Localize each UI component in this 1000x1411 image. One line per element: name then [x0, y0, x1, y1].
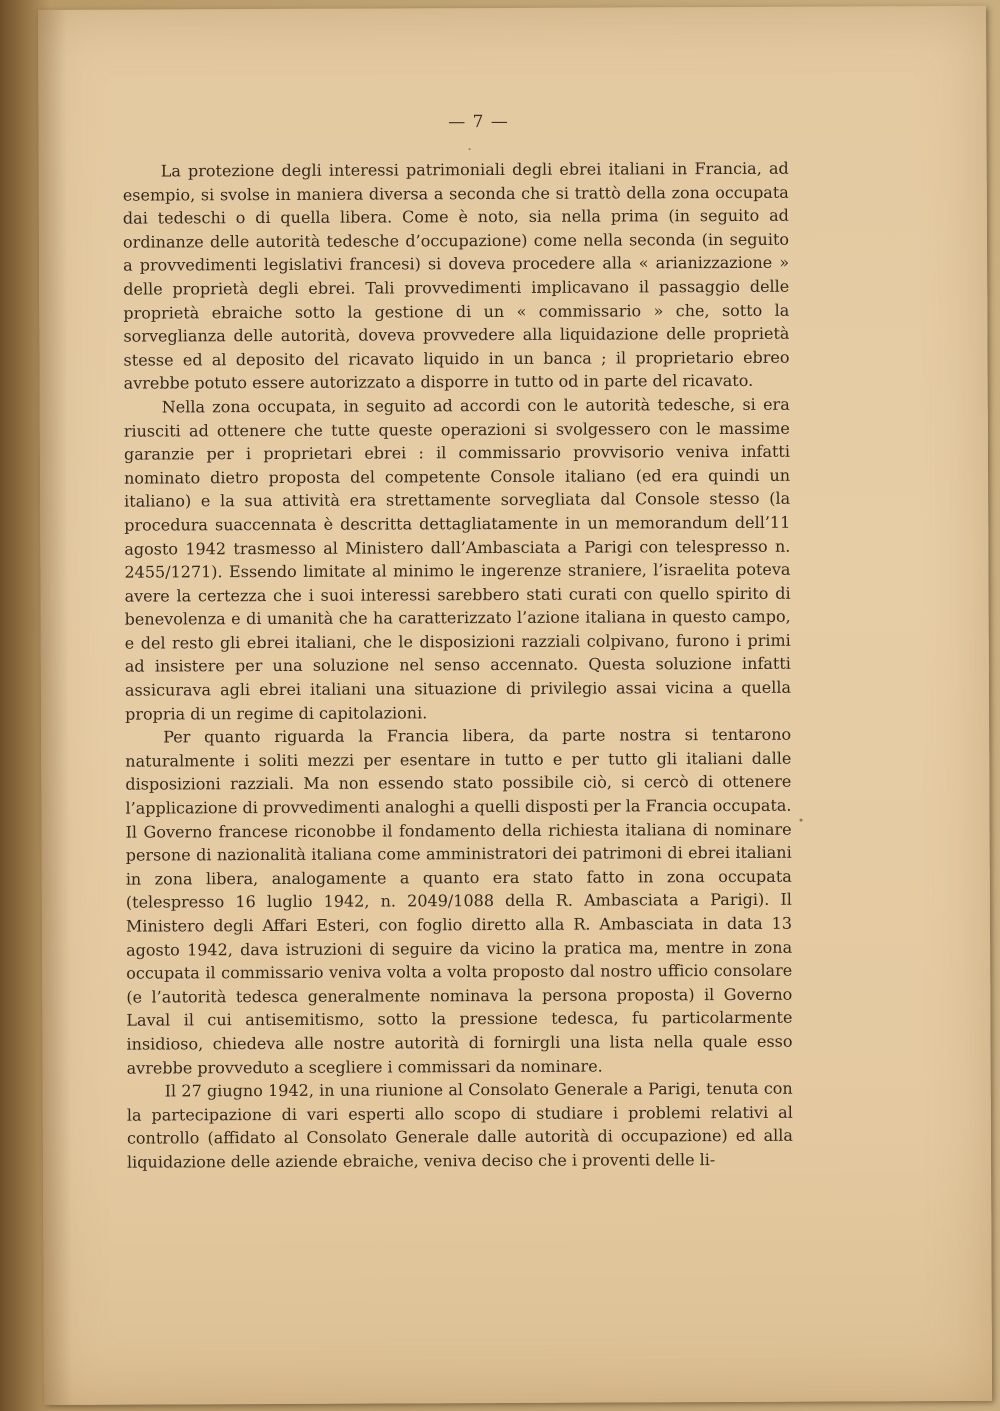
paper-speck — [469, 148, 471, 150]
paragraph-4: Il 27 giugno 1942, in una riunione al Consolato Generale a Parigi, tenuta con la partecipazione di vari esperti allo scopo di studiare i problemi relativi al controllo (affidato al Consolato Generale dalle autorità di occupazione) ed alla liquidazione delle aziende ebraiche, veniva deciso che i proventi delle li- — [126, 1078, 793, 1172]
page-number: — 7 — — [448, 111, 509, 133]
paragraph-2: Nella zona occupata, in seguito ad accordi con le autorità tedesche, si era riusciti ad ottenere che tutte queste operazioni si svolgessero con le massime garanzie per i proprietari ebrei : il commissario provvisorio veniva infatti nominato dietro proposta del competente Console italiano (ed era quindi un italiano) e la sua attività era strettamente sorvegliata dal Console stesso (la procedura suaccennata è descritta dettagliatamente in un memorandum dell’11 agosto 1942 trasmesso al Ministero dall’Ambasciata a Parigi con telespresso n. 2455/1271). Essendo limitate al minimo le ingerenze straniere, l’israelita poteva avere la certezza che i suoi interessi sarebbero stati curati con quello spirito di benevolenza e di umanità che ha caratterizzato l’azione italiana in questo campo, e del resto gli ebrei italiani, che le disposizioni razziali colpivano, furono i primi ad insistere per una soluzione nel senso accennato. Questa soluzione infatti assicurava agli ebrei italiani una situazione di privilegio assai vicina a quella propria di un regime di capitolazioni. — [123, 394, 792, 724]
paragraph-3: Per quanto riguarda la Francia libera, da parte nostra si tentarono naturalmente i soliti mezzi per esentare in tutto e per tutto gli italiani dalle disposizioni razziali. Ma non essendo stato possibile ciò, si cercò di ottenere l’applicazione di provvedimenti analoghi a quelli disposti per la Francia occupata. Il Governo francese riconobbe il fondamento della richiesta italiana di nominare persone di nazionalità italiana come amministratori dei patrimoni di ebrei italiani in zona libera, analogamente a quanto era stato fatto in zona occupata (telespresso 16 luglio 1942, n. 2049/1088 della R. Ambasciata a Parigi). Il Ministero degli Affari Esteri, con foglio diretto alla R. Ambasciata in data 13 agosto 1942, dava istruzioni di seguire da vicino la pratica ma, mentre in zona occupata il commissario veniva volta a volta proposto dal nostro ufficio consolare (e l’autorità tedesca generalmente nominava la persona proposta) il Governo Laval il cui antisemitismo, sotto la pressione tedesca, fu particolarmente insidioso, chiedeva alle nostre autorità di fornirgli una lista nella quale esso avrebbe provveduto a scegliere i commissari da nominare. — [125, 724, 793, 1078]
document-page — [38, 6, 992, 1405]
paper-speck — [800, 819, 803, 822]
body-text — [123, 157, 793, 1174]
paragraph-1: La protezione degli interessi patrimoniali degli ebrei italiani in Francia, ad esempio, si svolse in maniera diversa a seconda che si trattò della zona occupata dai tedeschi o di quella libera. Come è noto, sia nella prima (in seguito ad ordinanze delle autorità tedesche d’occupazione) come nella seconda (in seguito a provvedimenti legislativi francesi) si doveva procedere alla « arianizzazione » delle proprietà degli ebrei. Tali provvedimenti implicavano il passaggio delle proprietà ebraiche sotto la gestione di un « commissario » che, sotto la sorveglianza delle autorità, doveva provvedere alla liquidazione delle proprietà stesse ed al deposito del ricavato liquido in un banca ; il proprietario ebreo avrebbe potuto essere autorizzato a disporre in tutto od in parte del ricavato. — [122, 158, 790, 393]
